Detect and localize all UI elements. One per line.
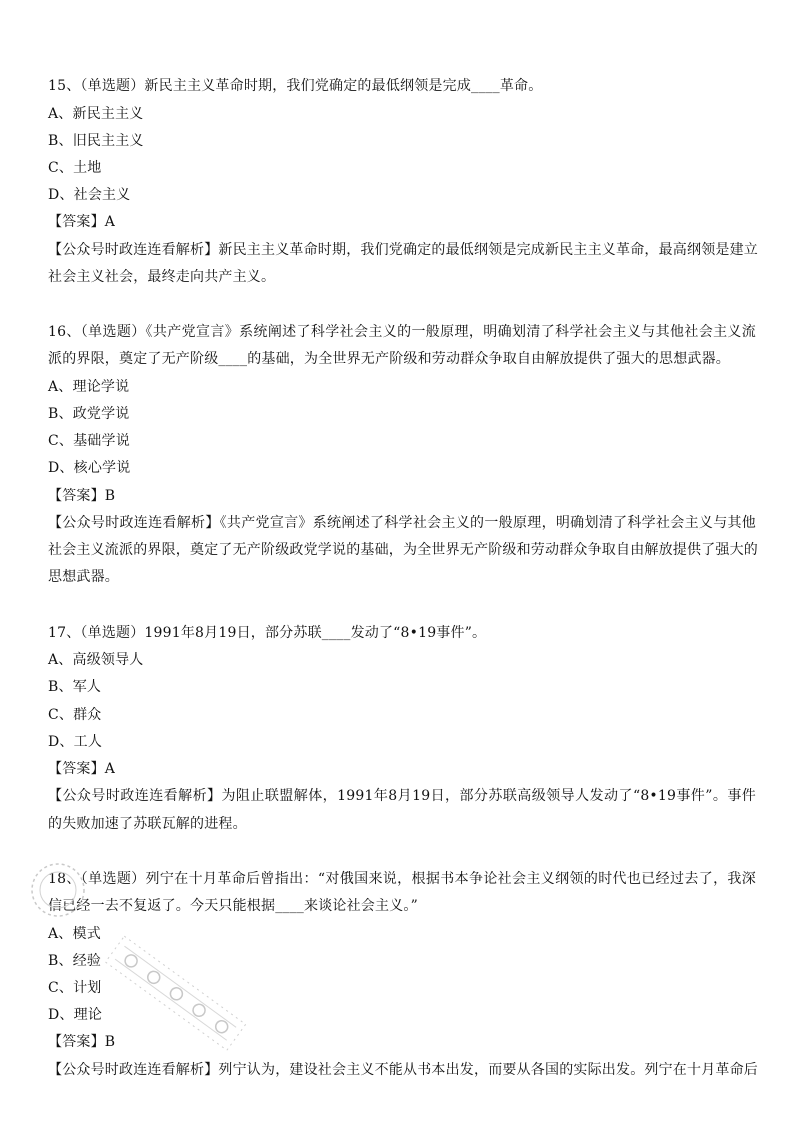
question-17-stem: 17、（单选题）1991年8月19日，部分苏联____发动了“8•19事件”。	[48, 625, 487, 641]
question-17-analysis-line-1: 【公众号时政连连看解析】为阻止联盟解体，1991年8月19日，部分苏联高级领导人发动了“8•19事件”。事件	[48, 788, 756, 804]
question-17-option-b: B、军人	[48, 679, 102, 695]
question-18-stem-line-2: 信已经一去不复返了。今天只能根据____来谈论社会主义。”	[48, 898, 418, 914]
question-15-option-c: C、土地	[48, 160, 102, 176]
question-18-analysis-line-1: 【公众号时政连连看解析】列宁认为，建设社会主义不能从书本出发，而要从各国的实际出发。列宁在十月革命后	[48, 1062, 758, 1078]
question-16-option-b: B、政党学说	[48, 406, 130, 422]
question-16-option-c: C、基础学说	[48, 433, 130, 449]
question-18-option-d: D、理论	[48, 1007, 103, 1023]
question-15-analysis-line-2: 社会主义社会，最终走向共产主义。	[48, 269, 276, 285]
question-17-option-c: C、群众	[48, 707, 102, 723]
question-17-option-d: D、工人	[48, 734, 103, 750]
question-16-analysis-line-1: 【公众号时政连连看解析】《共产党宣言》系统阐述了科学社会主义的一般原理，明确划清了科学社会主义与其他	[48, 515, 756, 531]
question-16-answer: 【答案】B	[48, 488, 116, 504]
question-16-option-a: A、理论学说	[48, 379, 130, 395]
question-16-analysis-line-2: 社会主义流派的界限，奠定了无产阶级政党学说的基础，为全世界无产阶级和劳动群众争取自由解放提供了强大的	[48, 542, 758, 558]
question-17-option-a: A、高级领导人	[48, 652, 144, 668]
question-18-stem-line-1: 18、（单选题）列宁在十月革命后曾指出：“对俄国来说，根据书本争论社会主义纲领的时代也已经过去了，我深	[48, 871, 756, 887]
question-15-analysis-line-1: 【公众号时政连连看解析】新民主主义革命时期，我们党确定的最低纲领是完成新民主主义革命，最高纲领是建立	[48, 242, 758, 258]
question-16-stem-line-2: 派的界限，奠定了无产阶级____的基础，为全世界无产阶级和劳动群众争取自由解放提供了强大的思想武器。	[48, 351, 730, 367]
question-15-stem: 15、（单选题）新民主主义革命时期，我们党确定的最低纲领是完成____革命。	[48, 78, 543, 94]
question-16-option-d: D、核心学说	[48, 460, 131, 476]
question-17-answer: 【答案】A	[48, 761, 116, 777]
question-18-option-a: A、模式	[48, 926, 101, 942]
question-18-answer: 【答案】B	[48, 1034, 116, 1050]
question-18-option-c: C、计划	[48, 980, 102, 996]
question-15-answer: 【答案】A	[48, 214, 116, 230]
question-16-analysis-line-3: 思想武器。	[48, 569, 119, 585]
question-18-option-b: B、经验	[48, 953, 102, 969]
question-16-stem-line-1: 16、（单选题）《共产党宣言》系统阐述了科学社会主义的一般原理，明确划清了科学社会主义与其他社会主义流	[48, 324, 756, 340]
question-15-option-a: A、新民主主义	[48, 106, 144, 122]
question-15-option-b: B、旧民主主义	[48, 133, 144, 149]
question-15-option-d: D、社会主义	[48, 187, 131, 203]
question-17-analysis-line-2: 的失败加速了苏联瓦解的进程。	[48, 816, 247, 832]
